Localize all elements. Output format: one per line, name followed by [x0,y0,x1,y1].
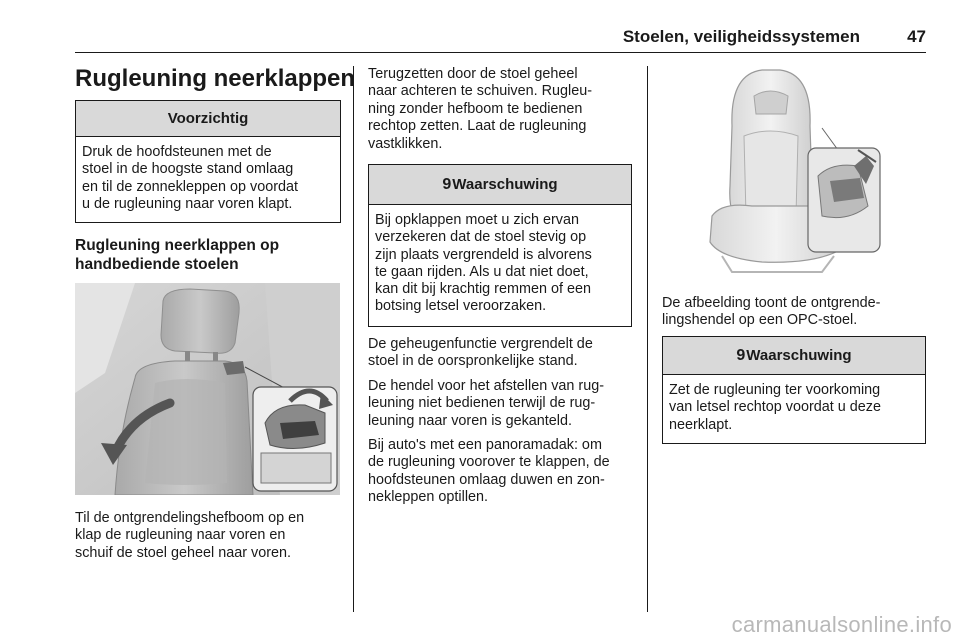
page-number: 47 [907,27,926,46]
middle-intro-line: ning zonder hefboom te bedienen [368,100,583,117]
warning-line: Bij opklappen moet u zich ervan [375,212,579,228]
caution-line: stoel in de hoogste stand omlaag [82,161,294,178]
warning-heading-2 [663,337,925,375]
warning-box-2 [662,336,926,444]
seat-backrest-illustration [75,283,340,495]
warning-triangle-icon: 9 [442,176,452,193]
right-caption [662,295,932,330]
caution-body [76,137,340,213]
warning-line: te gaan rijden. Als u dat niet doet, [375,263,589,280]
running-header-title: Stoelen, veiligheidssystemen [622,27,860,46]
middle-para-line: nekleppen optillen. [368,489,489,506]
middle-para-line: de rugleuning voorover te klappen, de [368,454,610,471]
column-divider-left [353,66,354,612]
opc-seat-illustration [662,66,926,276]
warning-line: van letsel rechtop voordat u deze [669,399,881,416]
right-caption-line: lingshendel op een OPC-stoel. [662,312,858,329]
middle-paragraph-1 [368,336,643,371]
caution-line: u de rugleuning naar voren klapt. [82,195,293,212]
middle-para-line: leuning niet bedienen terwijl de rug- [368,395,596,412]
watermark: carmanualsonline.info [731,612,952,637]
middle-paragraph-2 [368,378,643,430]
middle-para-line: De hendel voor het afstellen van rug- [368,378,604,394]
middle-intro-line: Terugzetten door de stoel geheel [368,66,578,82]
warning-line: kan dit bij krachtig remmen of een [375,281,591,298]
left-caption [75,510,350,562]
middle-paragraph-3 [368,437,643,507]
caution-box [75,100,341,223]
middle-intro-line: vastklikken. [368,135,443,152]
subheading [75,236,345,274]
column-divider-right [647,66,648,612]
middle-intro-line: rechtop zetten. Laat de rugleuning [368,118,587,135]
right-caption-line: De afbeelding toont de ontgrende- [662,295,881,311]
middle-para-line: Bij auto's met een panoramadak: om [368,437,602,453]
middle-para-line: leuning naar voren is gekanteld. [368,412,573,429]
middle-para-line: De geheugenfunctie vergrendelt de [368,336,593,352]
caution-line: en til de zonnekleppen op voordat [82,178,299,195]
middle-para-line: hoofdsteunen omlaag duwen en zon- [368,471,605,488]
warning-line: neerklapt. [669,416,733,433]
warning-body-2 [663,375,925,434]
left-caption-line: schuif de stoel geheel naar voren. [75,544,292,561]
warning-heading-1 [369,165,631,205]
warning-line: verzekeren dat de stoel stevig op [375,229,587,246]
caution-heading: Voorzichtig [76,101,340,137]
section-title: Rugleuning neerklappen [75,65,356,92]
warning-body-1 [369,205,631,316]
warning-box-1 [368,164,632,327]
middle-intro-line: naar achteren te schuiven. Rugleu- [368,83,592,100]
left-caption-line: klap de rugleuning naar voren en [75,527,286,544]
middle-para-line: stoel in de oorspronkelijke stand. [368,353,578,370]
warning-line: zijn plaats vergrendeld is alvorens [375,246,592,263]
warning-line: Zet de rugleuning ter voorkoming [669,382,881,398]
warning-heading-text-2: Waarschuwing [746,347,852,364]
caution-line: Druk de hoofdsteunen met de [82,144,272,160]
subheading-line: Rugleuning neerklappen op [75,237,280,254]
warning-triangle-icon: 9 [736,347,746,364]
subheading-line: handbediende stoelen [75,256,239,273]
left-caption-line: Til de ontgrendelingshefboom op en [75,510,305,526]
warning-heading-text-1: Waarschuwing [452,176,558,193]
middle-intro [368,66,643,153]
header-rule [75,52,926,53]
warning-line: botsing letsel veroorzaken. [375,298,547,315]
